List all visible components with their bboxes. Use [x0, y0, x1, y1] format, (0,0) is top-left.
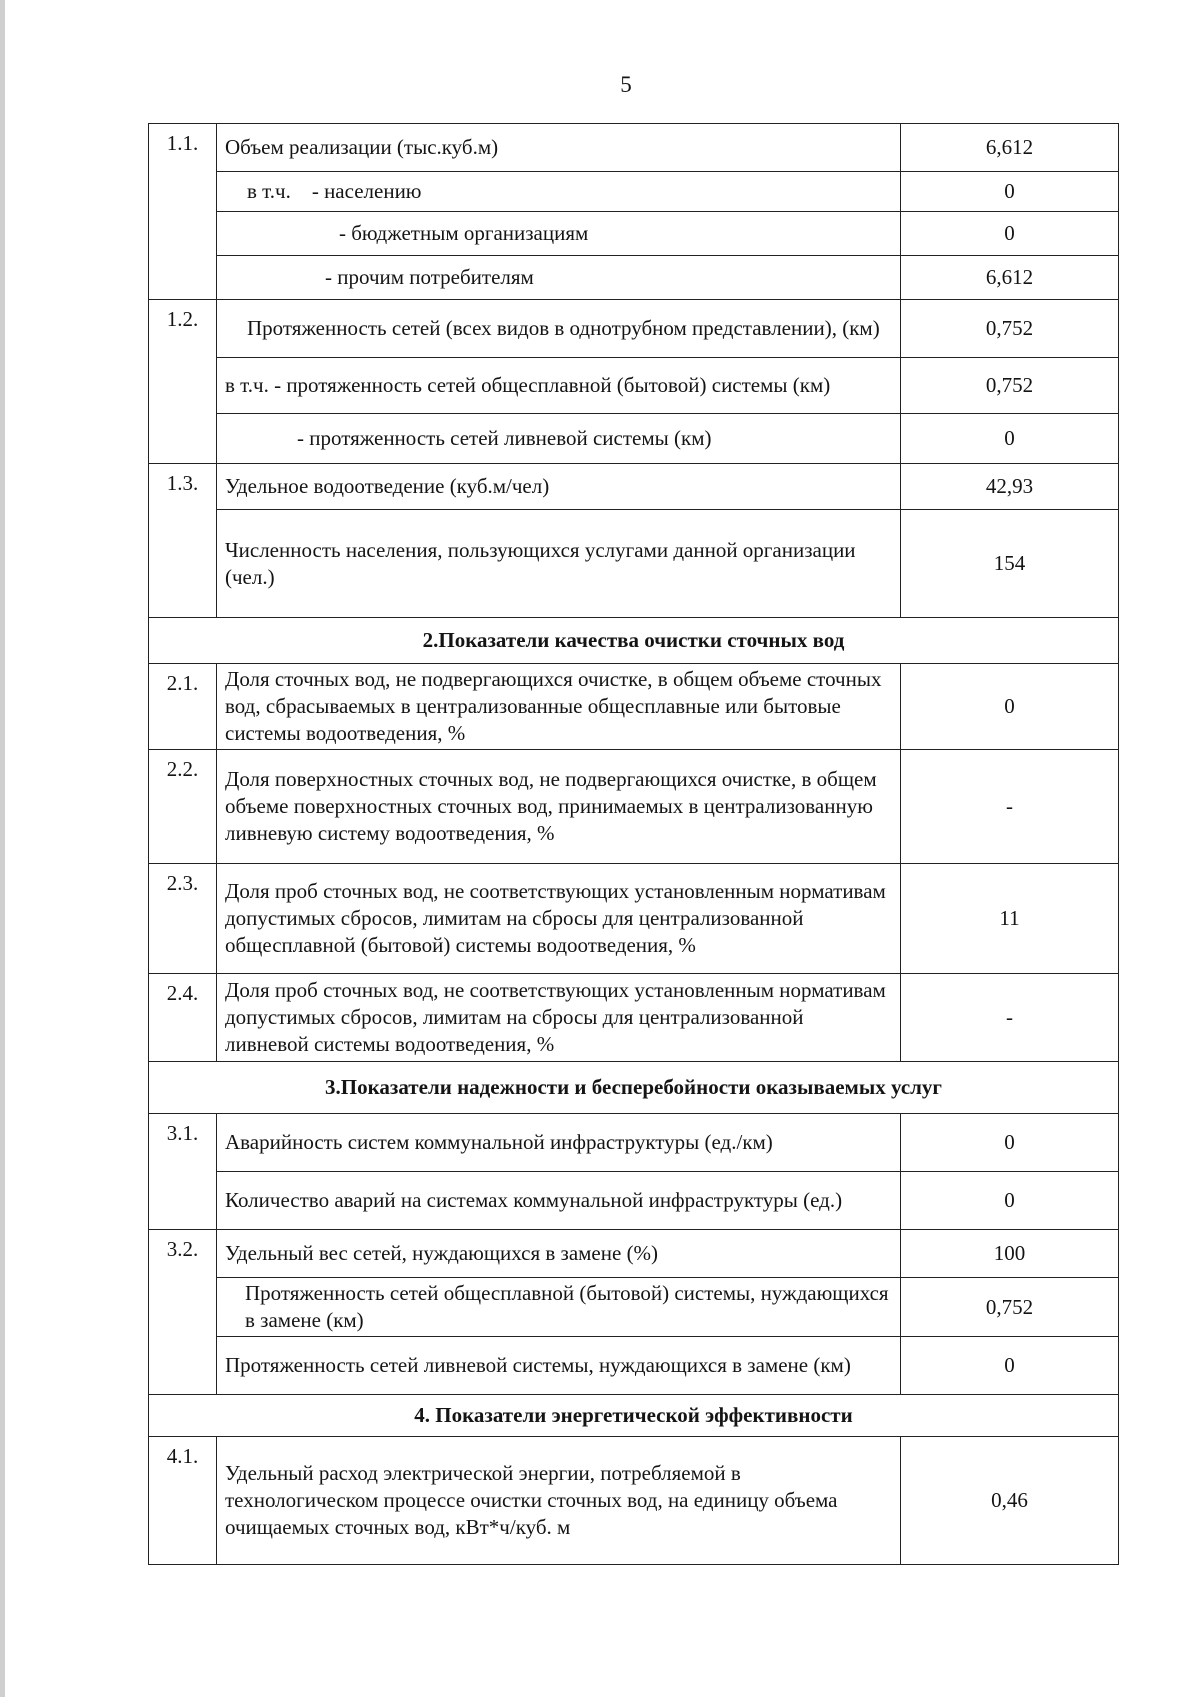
table-row	[149, 510, 1119, 618]
row-number: 2.2.	[149, 750, 217, 864]
section-heading-row	[149, 618, 1119, 664]
row-value: 0	[901, 212, 1119, 256]
row-value: -	[901, 974, 1119, 1062]
row-label: в т.ч. - протяженность сетей общесплавной (бытовой) системы (км)	[217, 358, 901, 414]
table-row	[149, 300, 1119, 358]
table-row	[149, 124, 1119, 172]
row-number: 2.1.	[149, 664, 217, 750]
row-number: 2.4.	[149, 974, 217, 1062]
row-number: 2.3.	[149, 864, 217, 974]
row-label: Аварийность систем коммунальной инфраструктуры (ед./км)	[217, 1114, 901, 1172]
row-label: Протяженность сетей общесплавной (бытовой) системы, нуждающихся в замене (км)	[217, 1278, 901, 1337]
table-row	[149, 1437, 1119, 1565]
row-value: 6,612	[901, 256, 1119, 300]
row-number: 3.1.	[149, 1114, 217, 1230]
row-number: 1.1.	[149, 124, 217, 300]
table-row	[149, 1114, 1119, 1172]
row-label: Протяженность сетей ливневой системы, нуждающихся в замене (км)	[217, 1337, 901, 1395]
row-label: Доля поверхностных сточных вод, не подвергающихся очистке, в общем объеме поверхностных сточных вод, принимаемых в централизованную ливневую систему водоотведения, %	[217, 750, 901, 864]
section-heading-row	[149, 1062, 1119, 1114]
table-row	[149, 864, 1119, 974]
row-label	[217, 172, 901, 212]
row-value: 0,752	[901, 1278, 1119, 1337]
row-value: 0	[901, 1172, 1119, 1230]
row-value: 42,93	[901, 464, 1119, 510]
row-label: Доля сточных вод, не подвергающихся очистке, в общем объеме сточных вод, сбрасываемых в централизованные общесплавные или бытовые системы водоотведения, %	[217, 664, 901, 750]
row-value: 0	[901, 1337, 1119, 1395]
section-heading-row	[149, 1395, 1119, 1437]
row-value: 100	[901, 1230, 1119, 1278]
section-title: 2.Показатели качества очистки сточных вод	[149, 618, 1119, 664]
row-value: 0	[901, 172, 1119, 212]
scan-edge	[0, 0, 5, 1697]
row-value: -	[901, 750, 1119, 864]
table-row	[149, 664, 1119, 750]
table-row	[149, 1337, 1119, 1395]
row-value: 0,752	[901, 300, 1119, 358]
row-value: 0	[901, 664, 1119, 750]
row-label: Количество аварий на системах коммунальной инфраструктуры (ед.)	[217, 1172, 901, 1230]
row-label-text: - населению	[311, 179, 422, 203]
row-label: Удельный вес сетей, нуждающихся в замене (%)	[217, 1230, 901, 1278]
table-row	[149, 1230, 1119, 1278]
section-title: 3.Показатели надежности и бесперебойности оказываемых услуг	[149, 1062, 1119, 1114]
row-value: 0	[901, 1114, 1119, 1172]
row-number: 4.1.	[149, 1437, 217, 1565]
table-row	[149, 256, 1119, 300]
row-label: Численность населения, пользующихся услугами данной организации (чел.)	[217, 510, 901, 618]
table-row	[149, 358, 1119, 414]
row-label: Протяженность сетей (всех видов в однотрубном представлении), (км)	[217, 300, 901, 358]
table-row	[149, 750, 1119, 864]
row-value: 0	[901, 414, 1119, 464]
row-label: Доля проб сточных вод, не соответствующих установленным нормативам допустимых сбросов, лимитам на сбросы для централизованной общесплавной (бытовой) системы водоотведения, %	[217, 864, 901, 974]
row-number: 3.2.	[149, 1230, 217, 1395]
section-title: 4. Показатели энергетической эффективности	[149, 1395, 1119, 1437]
row-value: 154	[901, 510, 1119, 618]
row-label: Удельный расход электрической энергии, потребляемой в технологическом процессе очистки сточных вод, на единицу объема очищаемых сточных вод, кВт*ч/куб. м	[217, 1437, 901, 1565]
table-row	[149, 172, 1119, 212]
table-row	[149, 974, 1119, 1062]
row-label: Удельное водоотведение (куб.м/чел)	[217, 464, 901, 510]
row-label-prefix: в т.ч.	[247, 179, 291, 203]
row-label: Доля проб сточных вод, не соответствующих установленным нормативам допустимых сбросов, лимитам на сбросы для централизованной ливневой системы водоотведения, %	[217, 974, 901, 1062]
row-value: 11	[901, 864, 1119, 974]
page-number: 5	[620, 72, 632, 97]
row-label: - протяженность сетей ливневой системы (км)	[217, 414, 901, 464]
row-number: 1.2.	[149, 300, 217, 464]
row-value: 0,752	[901, 358, 1119, 414]
row-label: - прочим потребителям	[217, 256, 901, 300]
table-row	[149, 212, 1119, 256]
table-row	[149, 464, 1119, 510]
table-row	[149, 1278, 1119, 1337]
row-label: - бюджетным организациям	[217, 212, 901, 256]
table-row	[149, 1172, 1119, 1230]
row-number: 1.3.	[149, 464, 217, 618]
table-row	[149, 414, 1119, 464]
row-value: 6,612	[901, 124, 1119, 172]
row-value: 0,46	[901, 1437, 1119, 1565]
row-label: Объем реализации (тыс.куб.м)	[217, 124, 901, 172]
indicators-table	[148, 123, 1119, 1565]
